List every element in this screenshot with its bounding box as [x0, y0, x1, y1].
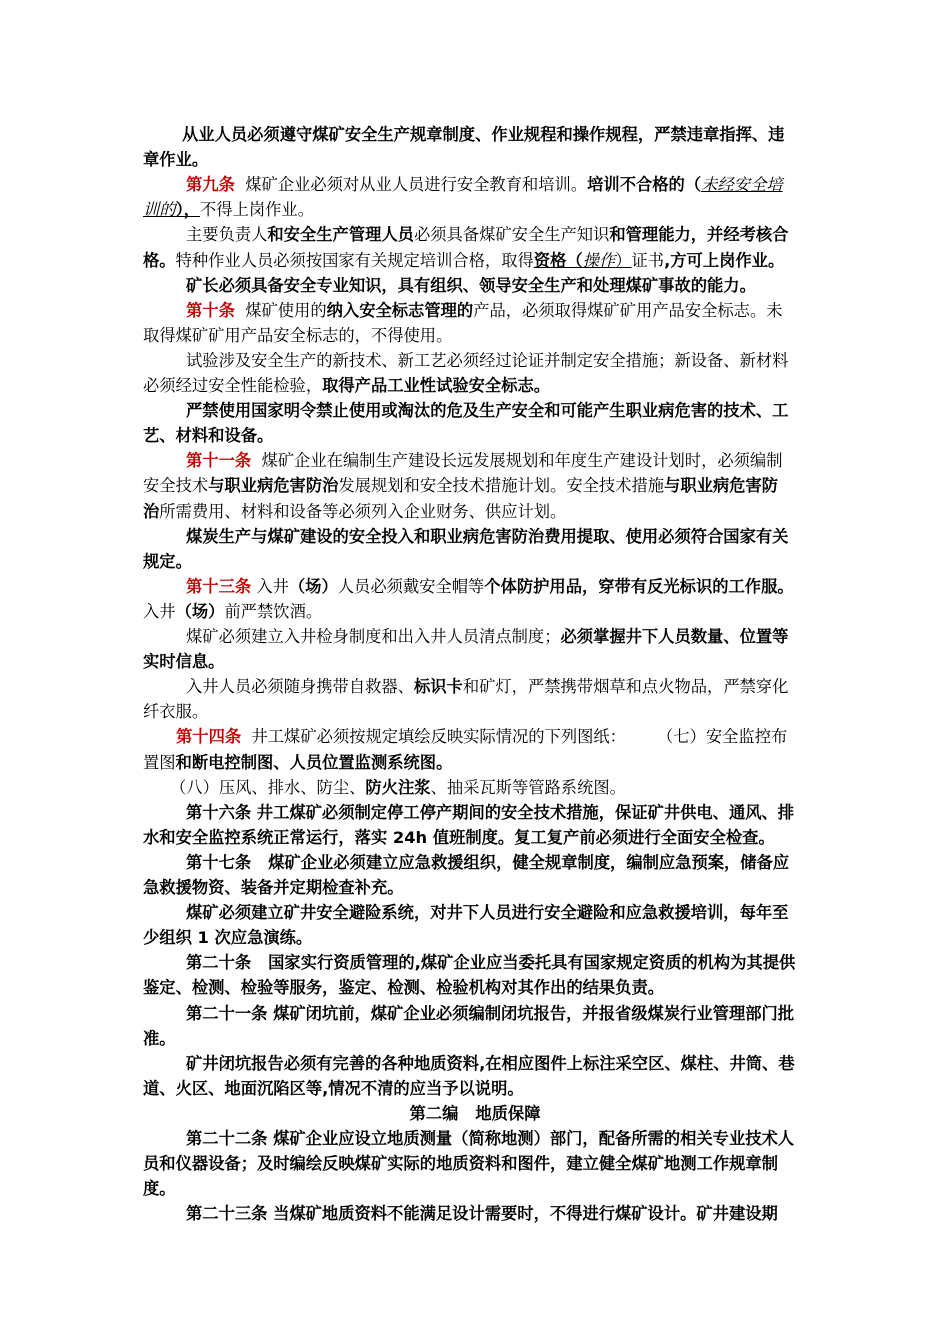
text-segment: 水和安全监控系统正常运行，落实 24h 值班制度。复工复产前必须进行全面安全检查。: [143, 828, 775, 847]
text-segment: 与职业病危害防: [664, 476, 779, 495]
text-line: [0, 197, 950, 223]
text-line: [0, 975, 950, 1001]
text-line: [0, 298, 950, 324]
text-line: [0, 1176, 950, 1202]
text-segment: 第十六条 井工煤矿必须制定停工停产期间的安全技术措施，保证矿井供电、通风、排: [186, 803, 795, 822]
text-segment: 前严禁饮酒。: [224, 602, 323, 621]
text-segment: 培训不合格的（: [587, 175, 702, 194]
text-segment: 产品，必须取得煤矿矿用产品安全标志。未: [473, 301, 783, 320]
text-segment: 员和仪器设备；及时编绘反映煤矿实际的地质资料和图件，建立健全煤矿地测工作规章制: [143, 1154, 778, 1173]
text-segment: 未经安全培: [701, 175, 783, 194]
text-segment: 井工煤矿必须按规定填绘反映实际情况的下列图纸： （七）安全监控布: [241, 727, 788, 746]
text-line: [0, 147, 950, 173]
text-segment: 第二十一条 煤矿闭坑前，煤矿企业必须编制闭坑报告，并报省级煤炭行业管理部门批: [186, 1004, 795, 1023]
article-number: 第九条: [186, 175, 235, 194]
text-segment: 第十七条: [186, 853, 269, 872]
text-segment: 和安全生产管理人员: [267, 225, 414, 244]
text-line: [0, 1026, 950, 1052]
text-segment: 防火注浆: [365, 778, 431, 797]
text-segment: 与职业病危害防治: [208, 476, 339, 495]
text-line: [0, 1051, 950, 1077]
text-segment: 纳入安全标志管理的: [326, 301, 474, 320]
text-segment: 第二十条 国家实行资质管理的,煤矿企业应当委托具有国家规定资质的机构为其提供: [186, 953, 796, 972]
text-line: [0, 348, 950, 374]
text-segment: 煤矿必须建立入井检身制度和出入井人员清点制度；: [186, 627, 561, 646]
text-segment: ）: [615, 251, 632, 270]
text-line: [0, 574, 950, 600]
text-segment: 格。: [143, 251, 176, 270]
text-segment: 规定。: [143, 552, 192, 571]
text-segment: 标识卡: [413, 677, 463, 696]
text-segment: 操作: [582, 251, 616, 270]
text-segment: 第二十二条 煤矿企业应设立地质测量（简称地测）部门，配备所需的相关专业技术人: [186, 1129, 795, 1148]
text-segment: 发展规划和安全技术措施计划。安全技术措施: [338, 476, 665, 495]
text-line: [0, 775, 950, 801]
text-segment: 入井: [143, 602, 176, 621]
text-line: [0, 423, 950, 449]
text-segment: 和矿灯，严禁携带烟草和点火物品，严禁穿化: [462, 677, 789, 696]
text-segment: 急救援物资、装备并定期检查补充。: [143, 878, 404, 897]
text-line: [0, 649, 950, 675]
text-segment: 不得上岗作业。: [200, 200, 314, 219]
text-line: [0, 323, 950, 349]
text-segment: 度。: [143, 1179, 176, 1198]
text-segment: ），: [175, 200, 200, 219]
text-line: [0, 524, 950, 550]
text-segment: （八）压风、排水、防尘、: [170, 778, 366, 797]
text-segment: 取得产品工业性试验安全标志。: [322, 376, 551, 395]
text-line: [0, 900, 950, 926]
text-line: [0, 1001, 950, 1027]
text-segment: 训的: [143, 200, 176, 219]
text-segment: 和断电控制图、人员位置监测系统图。: [175, 753, 453, 772]
text-line: [0, 875, 950, 901]
text-line: [0, 273, 950, 299]
text-line: [0, 398, 950, 424]
text-line: [0, 674, 950, 700]
text-segment: 置图: [143, 753, 176, 772]
article-number: 第十一条: [186, 451, 252, 470]
text-segment: 少组织 1 次应急演练。: [143, 928, 313, 947]
text-line: [0, 473, 950, 499]
text-segment: 煤矿必须建立矿井安全避险系统，对井下人员进行安全避险和应急救援培训，每年至: [186, 903, 789, 922]
text-segment: 章作业。: [143, 150, 209, 169]
text-segment: 资格（: [533, 251, 583, 270]
text-segment: 入井: [251, 577, 289, 596]
text-segment: （场）: [175, 602, 225, 621]
text-segment: 试验涉及安全生产的新技术、新工艺必须经过论证并制定安全措施；新设备、新材料: [186, 351, 789, 370]
text-line: [0, 1126, 950, 1152]
section-heading: [0, 1101, 950, 1127]
text-segment: 严禁使用国家明令禁止使用或淘汰的危及生产安全和可能产生职业病危害的技术、工: [186, 401, 789, 420]
text-line: [0, 248, 950, 274]
text-line: [0, 172, 950, 198]
text-segment: 矿井闭坑报告必须有完善的各种地质资料,在相应图件上标注采空区、煤柱、井筒、巷: [186, 1054, 795, 1073]
text-segment: 证书: [631, 251, 665, 270]
text-segment: 取得煤矿矿用产品安全标志的，不得使用。: [143, 326, 453, 345]
text-segment: 煤炭生产与煤矿建设的安全投入和职业病危害防治费用提取、使用必须符合国家有关: [186, 527, 789, 546]
text-segment: 第二十三条 当煤矿地质资料不能满足设计需要时，不得进行煤矿设计。矿井建设期: [186, 1204, 778, 1223]
text-line: [0, 448, 950, 474]
text-segment: 纤衣服。: [143, 702, 209, 721]
text-segment: 入井人员必须随身携带自救器、: [186, 677, 414, 696]
text-segment: （场）: [288, 577, 338, 596]
text-segment: 、抽采瓦斯等管路系统图。: [430, 778, 626, 797]
text-line: [0, 373, 950, 399]
text-segment: 个体防护用品，穿带有反光标识的工作服。: [484, 577, 794, 596]
text-line: [0, 624, 950, 650]
text-segment: 实时信息。: [143, 652, 225, 671]
text-segment: 第二编 地质保障: [409, 1104, 541, 1123]
text-segment: 矿长必须具备安全专业知识，具有组织、领导安全生产和处理煤矿事故的能力。: [186, 276, 756, 295]
article-number: 第十四条: [176, 727, 242, 746]
text-line: [0, 699, 950, 725]
text-line: [0, 724, 950, 750]
text-segment: 从业人员必须遵守煤矿安全生产规章制度、作业规程和操作规程，严禁违章指挥、违: [182, 125, 785, 144]
text-segment: 安全技术: [143, 476, 209, 495]
text-line: [0, 1076, 950, 1102]
article-number: 第十三条: [186, 577, 252, 596]
text-segment: 艺、材料和设备。: [143, 426, 274, 445]
text-segment: 道、火区、地面沉陷区等,情况不清的应当予以说明。: [143, 1079, 524, 1098]
text-line: [0, 750, 950, 776]
text-line: [0, 499, 950, 525]
text-segment: 人员必须戴安全帽等: [337, 577, 485, 596]
text-line: [0, 850, 950, 876]
text-segment: 必须经过安全性能检验，: [143, 376, 323, 395]
text-line: [0, 1201, 950, 1227]
text-line: [0, 925, 950, 951]
text-segment: 煤矿使用的: [234, 301, 327, 320]
text-line: [0, 549, 950, 575]
text-segment: 煤矿企业必须建立应急救援组织，健全规章制度，编制应急预案，储备应: [268, 853, 790, 872]
text-line: [0, 950, 950, 976]
text-segment: 鉴定、检测、检验等服务，鉴定、检测、检验机构对其作出的结果负责。: [143, 978, 665, 997]
article-number: 第十条: [186, 301, 235, 320]
text-segment: 准。: [143, 1029, 176, 1048]
text-segment: 必须掌握井下人员数量、位置等: [560, 627, 789, 646]
text-line: [0, 1151, 950, 1177]
text-line: [0, 599, 950, 625]
text-segment: 煤矿企业必须对从业人员进行安全教育和培训。: [234, 175, 588, 194]
text-segment: 特种作业人员必须按国家有关规定培训合格，取得: [175, 251, 534, 270]
text-line: [0, 222, 950, 248]
text-line: [0, 800, 950, 826]
text-segment: 和管理能力，并经考核合: [609, 225, 789, 244]
text-line: [0, 825, 950, 851]
text-segment: 治: [143, 502, 160, 521]
text-segment: 煤矿企业在编制生产建设长远发展规划和年度生产建设计划时，必须编制: [251, 451, 783, 470]
text-segment: 所需费用、材料和设备等必须列入企业财务、供应计划。: [159, 502, 567, 521]
text-line: [0, 122, 950, 148]
text-segment: 必须具备煤矿安全生产知识: [413, 225, 610, 244]
text-segment: 主要负责人: [186, 225, 268, 244]
text-segment: ,方可上岗作业。: [664, 251, 785, 270]
